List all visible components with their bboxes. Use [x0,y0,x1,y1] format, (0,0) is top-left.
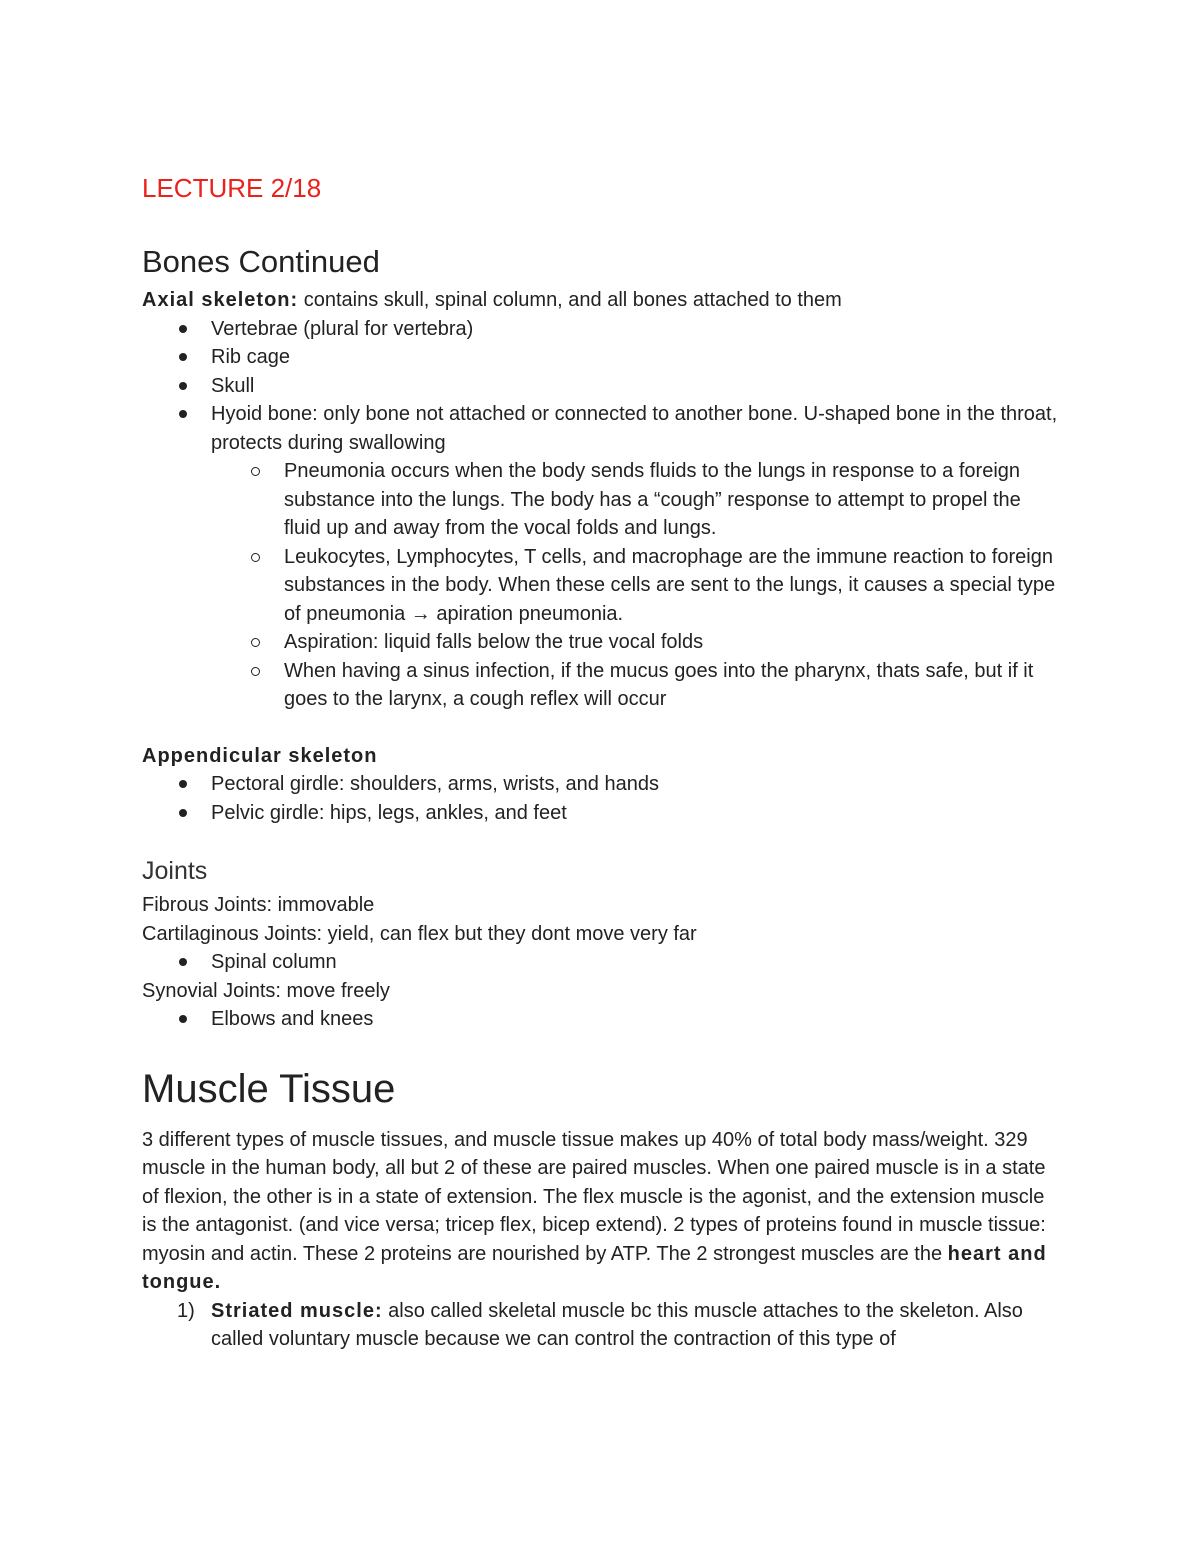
synovial-joints: Synovial Joints: move freely [142,979,390,1002]
muscle-tissue-heading: Muscle Tissue [142,1066,396,1111]
hyoid-sublist [213,457,1062,714]
bullet-icon [179,780,187,788]
list-item: Skull [142,372,1062,401]
circle-bullet-icon [251,553,260,562]
cartilaginous-joints: Cartilaginous Joints: yield, can flex but they dont move very far [142,922,697,945]
list-item: Pectoral girdle: shoulders, arms, wrists, and hands [142,770,1062,799]
circle-bullet-icon [251,667,260,676]
joints-heading: Joints [142,857,208,885]
appendicular-skeleton-list [142,770,1062,827]
synovial-joints-list [142,1005,1062,1034]
bones-heading: Bones Continued [142,244,380,279]
muscle-types-list [142,1297,1062,1354]
spacer [142,1034,1062,1064]
strongest-muscles: heart and tongue. [142,1242,1047,1293]
striated-muscle-label: Striated muscle: [211,1299,383,1322]
bullet-icon [179,382,187,390]
axial-skeleton-text: contains skull, spinal column, and all bones attached to them [298,289,842,311]
sub-list-item: Pneumonia occurs when the body sends fluids to the lungs in response to a foreign substance into the lungs. The body has a “cough” response to attempt to propel the fluid up and away from the vocal folds and lungs. [213,457,1062,543]
bullet-icon [179,958,187,966]
appendicular-skeleton-label: Appendicular skeleton [142,744,378,767]
axial-skeleton-definition [142,286,1062,315]
list-item: Spinal column [142,948,1062,977]
fibrous-joints: Fibrous Joints: immovable [142,894,375,916]
cartilaginous-joints-list [142,948,1062,977]
list-item: Vertebrae (plural for vertebra) [142,315,1062,344]
sub-list-item: When having a sinus infection, if the mucus goes into the pharynx, thats safe, but if it goes to the larynx, a cough reflex will occur [213,657,1062,714]
axial-skeleton-list [142,315,1062,714]
list-item: Elbows and knees [142,1005,1062,1034]
lecture-title: LECTURE 2/18 [142,173,322,203]
spacer [142,714,1062,742]
list-item: Hyoid bone: only bone not attached or connected to another bone. U-shaped bone in the throat, protects during swallowing Pneumonia occurs when the body sends fluids to the lungs in response to a foreign substance into the lungs. The body has a “cough” response to attempt to propel the fluid up and away from the vocal folds and lungs. Leukocytes, Lymphocytes, T cells, and macrophage are the immune reaction to foreign substances in the body. When these cells are sent to the lungs, it causes a special type of pneumonia → apiration pneumonia. Aspiration: liquid falls below the true vocal folds When having a sinus infection, if the mucus goes into the pharynx, thats safe, but if it goes to the larynx, a cough reflex will occur [142,400,1062,714]
circle-bullet-icon [251,638,260,647]
bullet-icon [179,809,187,817]
bullet-icon [179,410,187,418]
list-item: 1) Striated muscle: also called skeletal muscle bc this muscle attaches to the skeleton. Also called voluntary muscle because we can control the contraction of this type of [142,1297,1062,1354]
muscle-tissue-paragraph: 3 different types of muscle tissues, and muscle tissue makes up 40% of total body mass/weight. 329 muscle in the human body, all but 2 of these are paired muscles. When one paired muscle is in a state of flexion, the other is in a state of extension. The flex muscle is the agonist, and the extension muscle is the antagonist. (and vice versa; tricep flex, bicep extend). 2 types of proteins found in muscle tissue: myosin and actin. These 2 proteins are nourished by ATP. The 2 strongest muscles are the heart and tongue. [142,1128,1047,1293]
list-number: 1) [177,1299,195,1322]
sub-list-item: Aspiration: liquid falls below the true vocal folds [213,628,1062,657]
document-page [142,170,1062,1354]
list-item: Pelvic girdle: hips, legs, ankles, and feet [142,799,1062,828]
sub-list-item: Leukocytes, Lymphocytes, T cells, and macrophage are the immune reaction to foreign substances in the body. When these cells are sent to the lungs, it causes a special type of pneumonia → apiration pneumonia. [213,543,1062,629]
bullet-icon [179,1015,187,1023]
bullet-icon [179,325,187,333]
bullet-icon [179,353,187,361]
axial-skeleton-label: Axial skeleton: [142,289,299,311]
circle-bullet-icon [251,467,260,476]
spacer [142,827,1062,855]
list-item: Rib cage [142,343,1062,372]
